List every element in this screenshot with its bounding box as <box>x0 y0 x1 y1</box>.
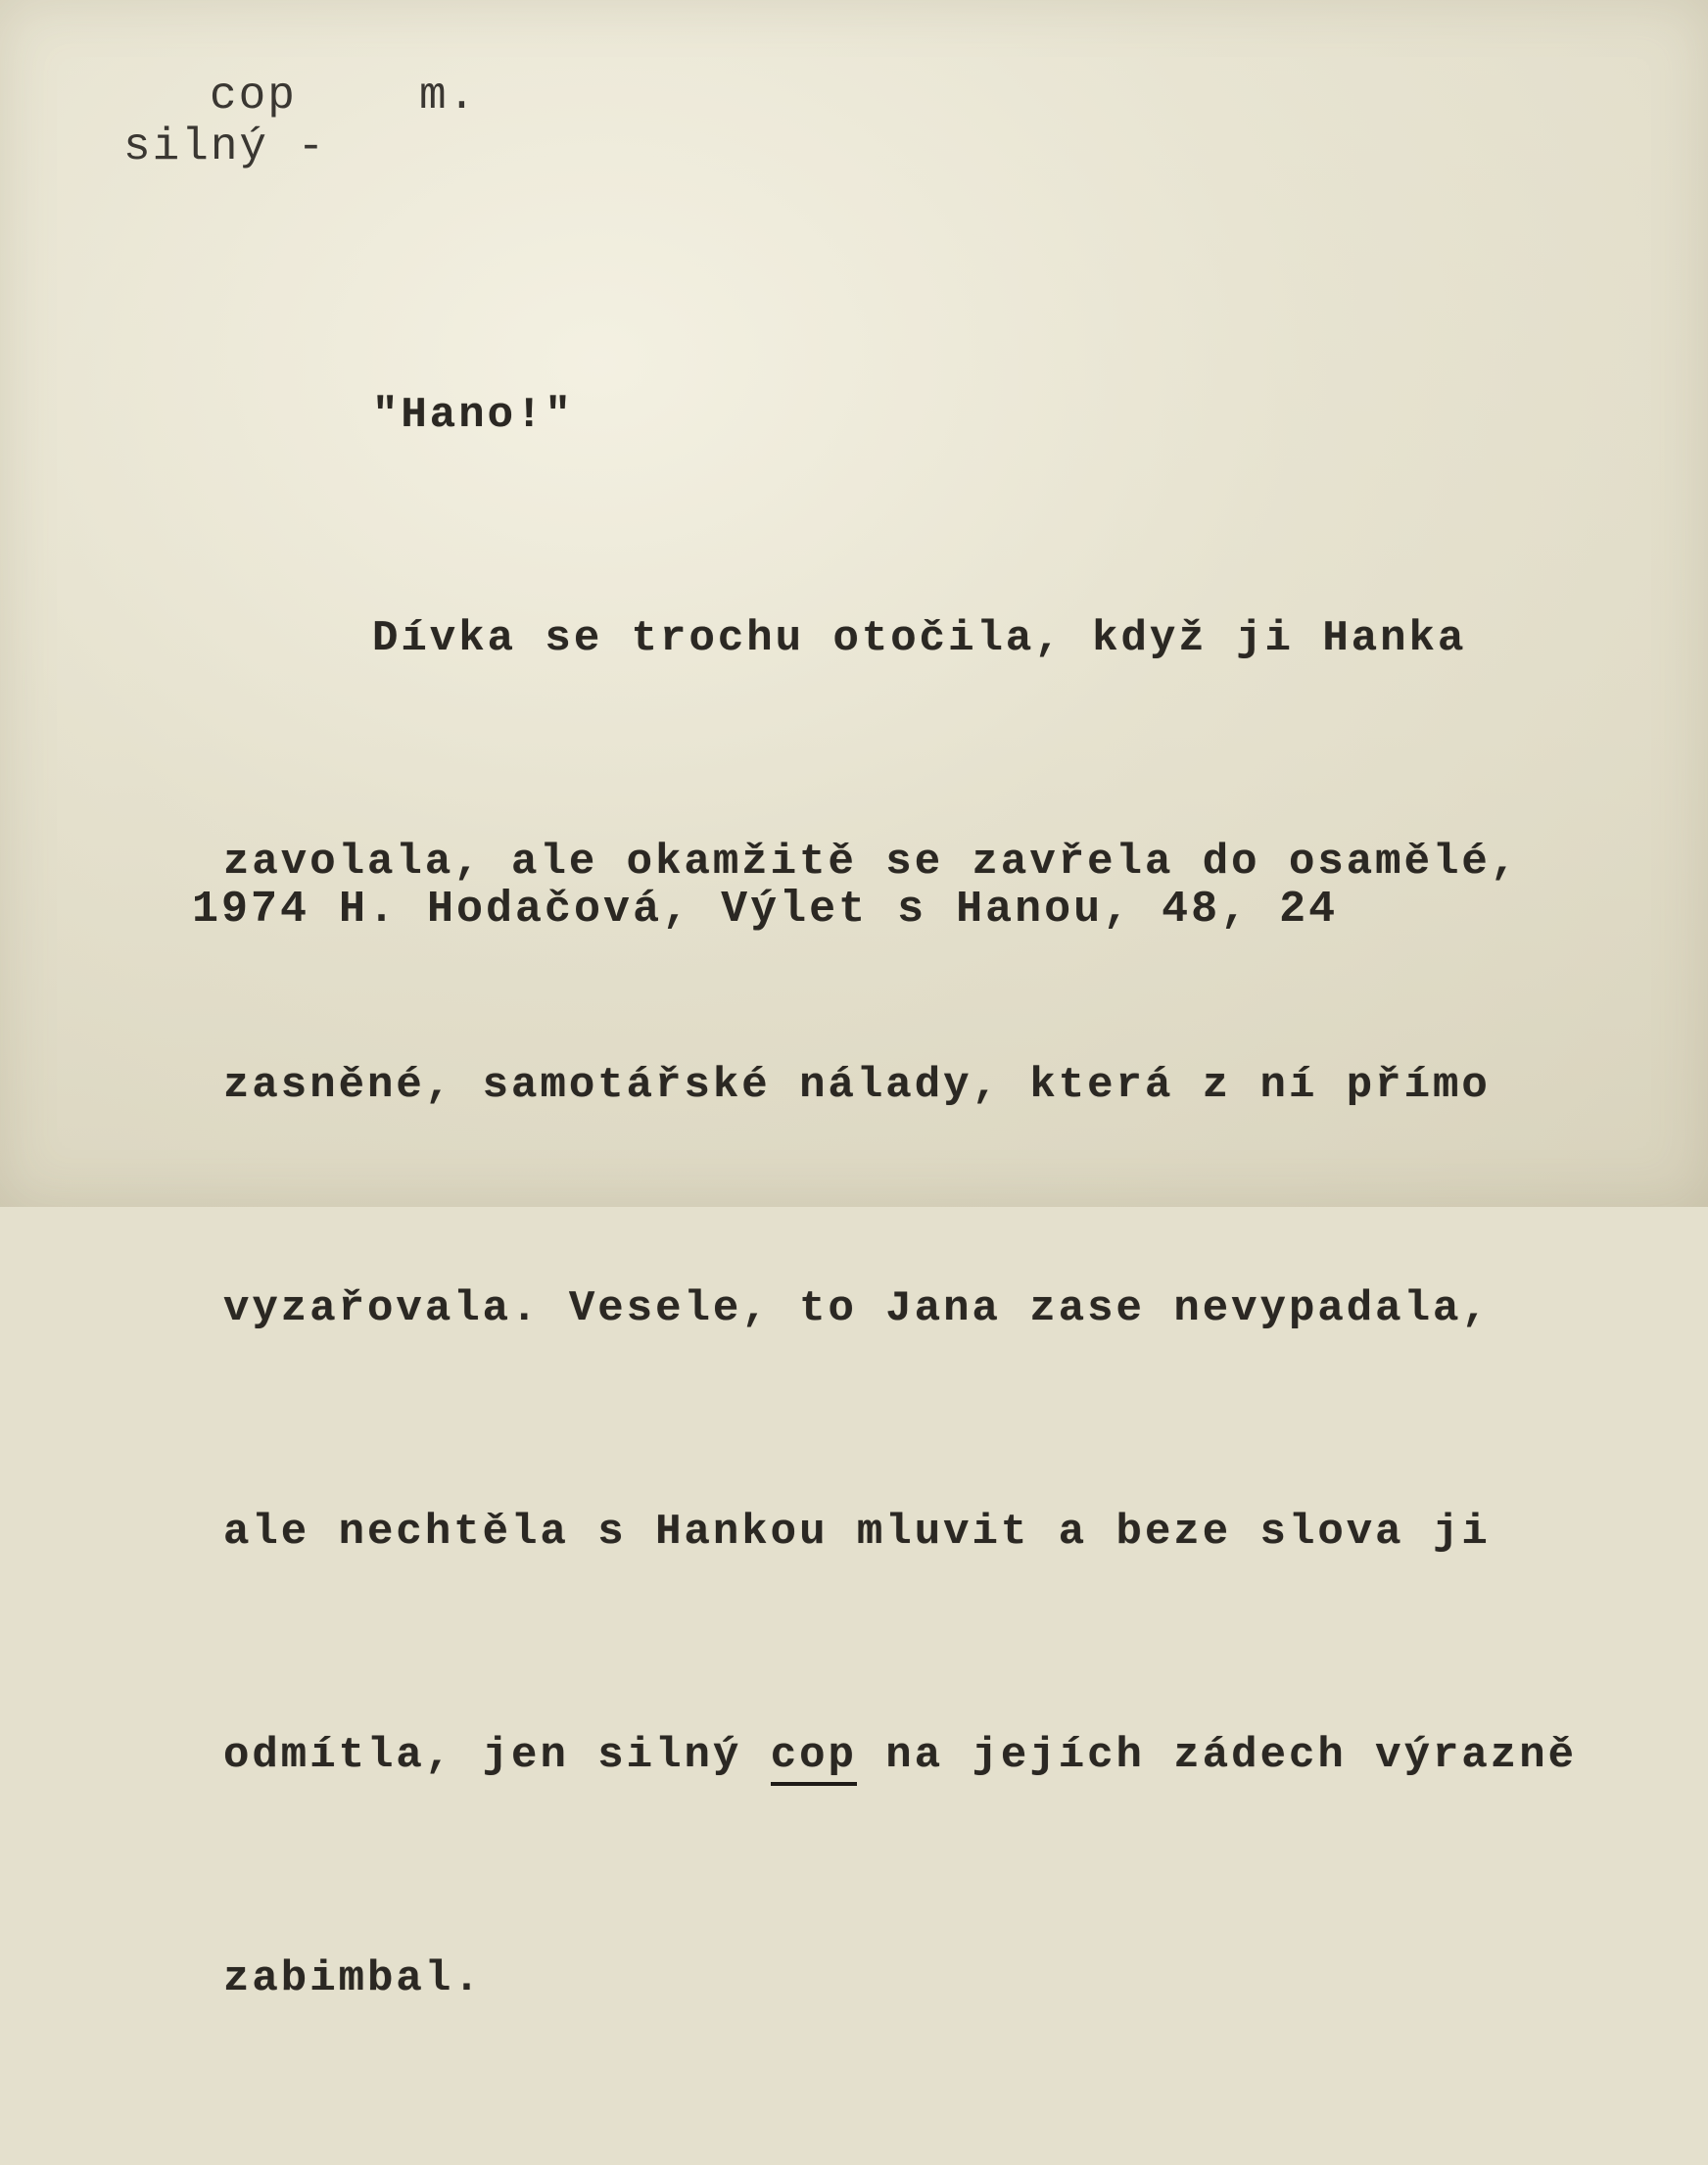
citation-fragment: odmítla, jen silný <box>223 1731 771 1780</box>
citation-line: vyzařovala. Vesele, to Jana zase nevypadala, <box>223 1284 1491 1333</box>
citation-text <box>223 229 1653 2165</box>
citation-fragment: na jejích zádech výrazně <box>856 1731 1578 1780</box>
collocation-label: silný - <box>123 121 327 172</box>
citation-line: zabimbal. <box>223 1954 483 2003</box>
headword: cop <box>210 71 297 121</box>
citation-line: Dívka se trochu otočila, když ji Hanka <box>372 614 1467 663</box>
citation-line <box>223 1718 1653 1793</box>
underlined-keyword: cop <box>771 1731 857 1786</box>
citation-line: zavolala, ale okamžitě se zavřela do osamělé, <box>223 838 1520 887</box>
citation-line: "Hano!" <box>372 391 574 440</box>
source-reference: 1974 H. Hodačová, Výlet s Hanou, 48, 24 <box>192 885 1339 935</box>
citation-line: ale nechtěla s Hankou mluvit a beze slova ji <box>223 1508 1491 1557</box>
gender-label: m. <box>419 71 478 121</box>
citation-line: zasněné, samotářské nálady, která z ní přímo <box>223 1061 1491 1110</box>
